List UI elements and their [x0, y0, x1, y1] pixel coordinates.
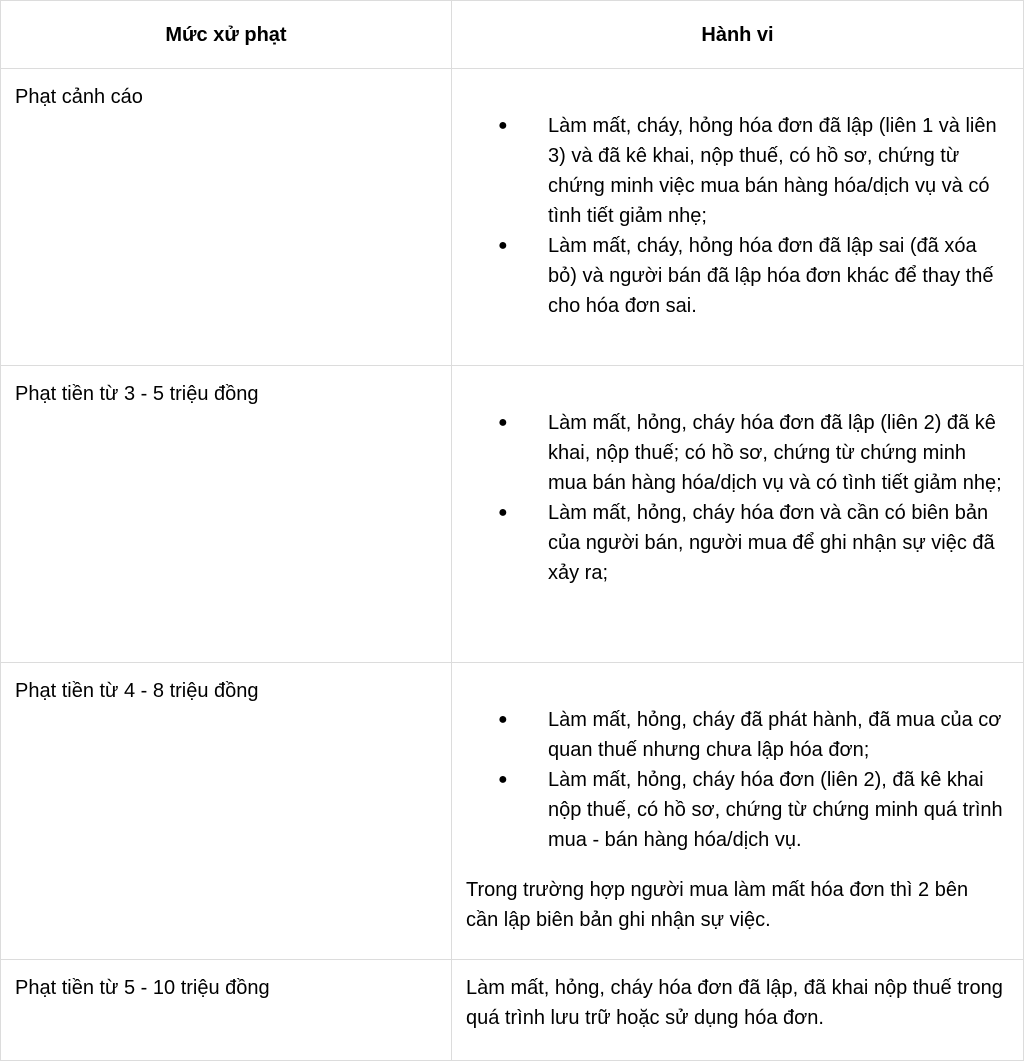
behavior-cell: [452, 663, 1024, 960]
bullet-icon: ●: [498, 237, 508, 254]
list-item: [498, 231, 1003, 321]
bullet-icon: ●: [498, 414, 508, 431]
behavior-note: Trong trường hợp người mua làm mất hóa đơn thì 2 bên cần lập biên bản ghi nhận sự việc.: [466, 879, 969, 931]
list-item-text: Làm mất, hỏng, cháy hóa đơn và cần có biên bản của người bán, người mua để ghi nhận sự việc đã xảy ra;: [548, 502, 995, 584]
table-row: [1, 960, 1024, 1061]
list-item: [498, 765, 1003, 855]
behavior-list: [466, 69, 1003, 321]
penalty-cell: Phạt tiền từ 4 - 8 triệu đồng: [1, 663, 452, 960]
table-row: [1, 366, 1024, 663]
bullet-icon: ●: [498, 504, 508, 521]
penalty-cell: Phạt tiền từ 3 - 5 triệu đồng: [1, 366, 452, 663]
behavior-list: [466, 366, 1003, 588]
penalty-cell: Phạt tiền từ 5 - 10 triệu đồng: [1, 960, 452, 1061]
behavior-cell: [452, 366, 1024, 663]
list-item-text: Làm mất, cháy, hỏng hóa đơn đã lập sai (đã xóa bỏ) và người bán đã lập hóa đơn khác để thay thế cho hóa đơn sai.: [548, 235, 994, 317]
bullet-icon: ●: [498, 117, 508, 134]
list-item-text: Làm mất, hỏng, cháy hóa đơn đã lập (liên 2) đã kê khai, nộp thuế; có hồ sơ, chứng từ chứng minh mua bán hàng hóa/dịch vụ và có tình tiết giảm nhẹ;: [548, 412, 1002, 494]
list-item-text: Làm mất, hỏng, cháy hóa đơn (liên 2), đã kê khai nộp thuế, có hồ sơ, chứng từ chứng minh quá trình mua - bán hàng hóa/dịch vụ.: [548, 769, 1003, 851]
behavior-cell: [452, 69, 1024, 366]
behavior-note: Làm mất, hỏng, cháy hóa đơn đã lập, đã khai nộp thuế trong quá trình lưu trữ hoặc sử dụng hóa đơn.: [466, 977, 1003, 1029]
table-row: [1, 69, 1024, 366]
penalty-cell: Phạt cảnh cáo: [1, 69, 452, 366]
bullet-icon: ●: [498, 711, 508, 728]
table-row: [1, 663, 1024, 960]
behavior-cell: [452, 960, 1024, 1061]
list-item-text: Làm mất, hỏng, cháy đã phát hành, đã mua của cơ quan thuế nhưng chưa lập hóa đơn;: [548, 709, 1002, 761]
list-item-text: Làm mất, cháy, hỏng hóa đơn đã lập (liên 1 và liên 3) và đã kê khai, nộp thuế, có hồ sơ, chứng từ chứng minh việc mua bán hàng hóa/dịch vụ và có tình tiết giảm nhẹ;: [548, 115, 997, 227]
header-behavior: Hành vi: [452, 1, 1024, 69]
header-penalty-level: Mức xử phạt: [1, 1, 452, 69]
bullet-icon: ●: [498, 771, 508, 788]
behavior-list: [466, 663, 1003, 855]
list-item: [498, 498, 1003, 588]
table-header-row: [1, 1, 1024, 69]
list-item: [498, 111, 1003, 231]
list-item: [498, 408, 1003, 498]
list-item: [498, 705, 1003, 765]
